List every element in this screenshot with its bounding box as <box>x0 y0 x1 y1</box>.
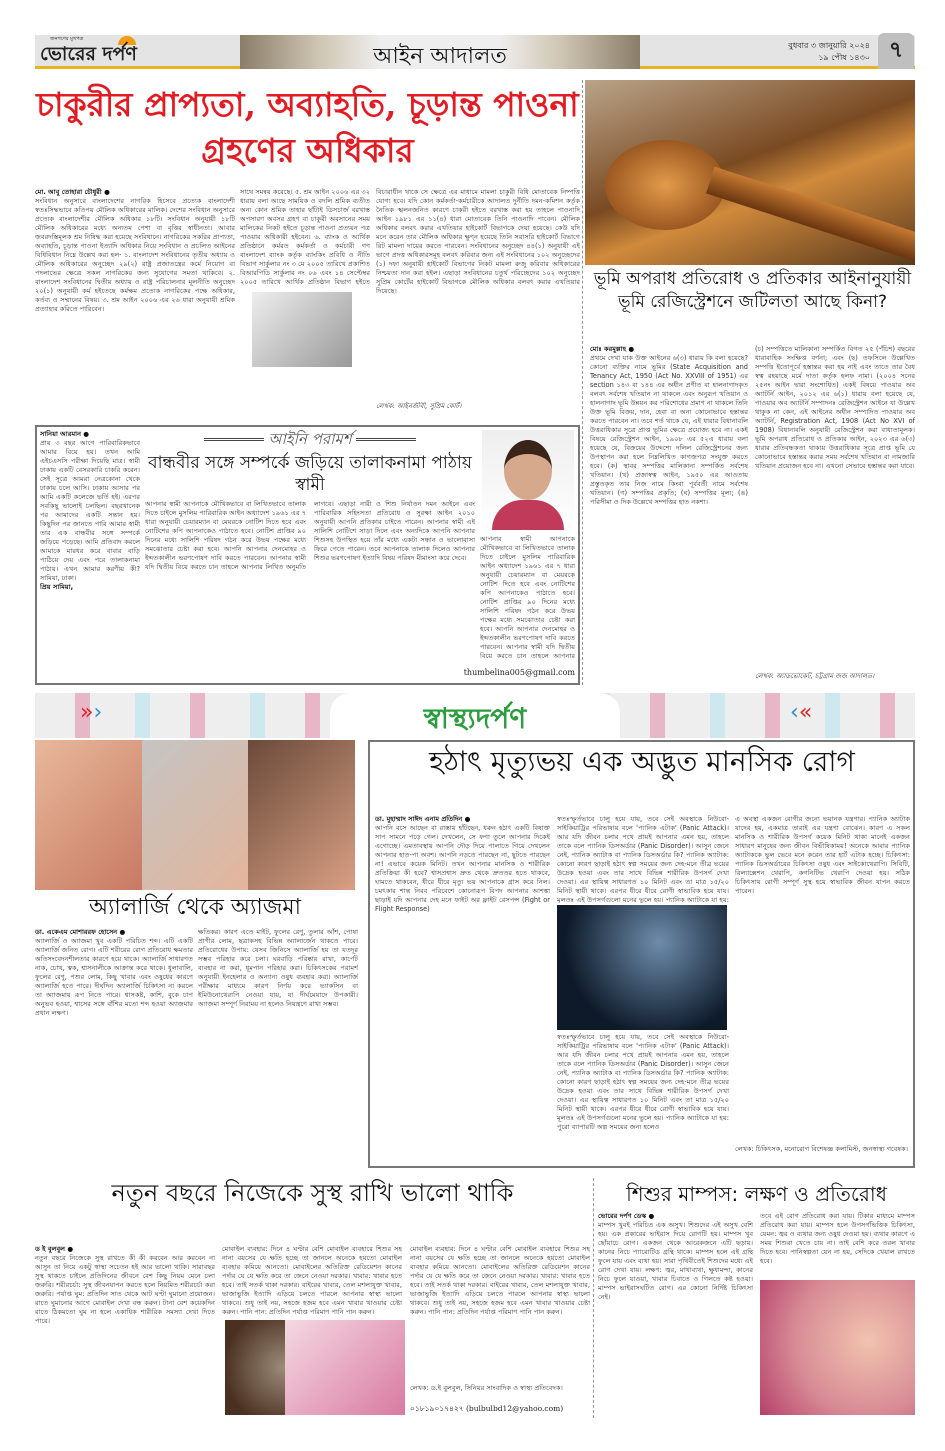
article-body: নতুন বছরে নিজেকে সুস্থ রাখতে কী কী করবেন আর করবেন না আসুন তা নিয়ে একটু স্বাস্থ্য সচেতন হই আর ভালো থাকি। সারাবছর সুস্থ থাকতে চাইলে প্রতিদিনের জীবনে বেশ কিছু নিয়ম মেনে চলা জরুরি। শরীরচর্চা: সুস্থ জীবনযাপন করতে হলে নিয়মিত শরীরচর্চা করা জরুরি। পর্যাপ্ত ঘুম: প্রতিদিন সাত থেকে আট ঘণ্টা ঘুমানো প্রয়োজন। রাতে ঘুমানোর আগে মোবাইল দেখা বন্ধ করুন। টানা বেশ কয়েকদিন রাতে ঠিকমতো ঘুম না হলে একাধিক শারীরিক সমস্যা দেখা দিতে পারে। <box>35 1254 215 1325</box>
answer-text-cont: আপনার স্বামী আপনাকে মৌখিকভাবে বা লিখিতভাবে তালাক দিতে চাইলে মুসলিম পারিবারিক আইন অধ্যাদেশ ১৯৬১ এর ৭ ধারা অনুযায়ী চেয়ারম্যান বা মেয়রকে নোটিশ দিতে হবে এবং নোটিশের কপি আপনাকেও পাঠাতে হবে। নোটিশ প্রাপ্তির ৯০ দিনের মধ্যে সালিশি পরিষদ গঠন করে উভয় পক্ষের মধ্যে সমঝোতার চেষ্টা করা হবে। আপনি আপনার দেনমোহর ও ইদ্দতকালীন ভরণপোষণ দাবি করতে পারবেন। আপনার স্বামী যদি দ্বিতীয় বিয়ে করতে চান তাহলে আপনার <box>480 535 575 660</box>
article-body: ক্ষতিকর। কারণ এতে মাইট, ফুলের রেণু, তুলার আঁশ, পোষা প্রাণীর লোম, ছত্রাকসহ বিভিন্ন অ্যালার্জেন থাকতে পারে। প্রতিরোধের উপায়: যেসব জিনিসে অ্যালার্জি হয় তা যতদূর সম্ভব পরিহার করে চলা। ঘরবাড়ি পরিষ্কার রাখা, কার্পেট ব্যবহার না করা, ধূমপান পরিহার করা। চিকিৎসকের পরামর্শ অনুযায়ী ইনহেলার ও অন্যান্য ওষুধ ব্যবহার করা। অ্যালার্জি পরীক্ষার মাধ্যমে কারণ নির্ণয় করে ভ্যাকসিন বা ইমিউনোথেরাপি নেওয়া যায়, যা দীর্ঘমেয়াদে উপকারী। অ্যাজমা সম্পূর্ণ নিরাময় না হলেও নিয়ন্ত্রণে রাখা সম্ভব। <box>198 928 358 1008</box>
byline: ডা. মুহাম্মাদ সাঈদ এনাম প্রতিদিন ● <box>375 815 471 823</box>
article-body: সংবিধান অনুসারে বাংলাদেশের নাগরিক হিসেবে প্রত্যেক বাংলাদেশী স্বতঃসিদ্ধভাবে কতিপয় মৌলিক অধিকারের মালিক। দেশের সংবিধান অনুসারে প্রত্যেক বাংলাদেশীর মৌলিক অধিকার ১৮টি। সংবিধান অনুযায়ী ১৮টি মৌলিক অধিকারের মধ্যে অন্যতম পেশা বা বৃত্তির স্বাধীনতা। আবার জবরদস্তিমূলক শ্রম নিষিদ্ধ করা হয়েছে সংবিধানে। নাগরিকের সকরির প্রাপ্যতা, অব্যাহতি, চূড়ান্ত পাওনা ইত্যাদি অধিকার নিয়ে সংবিধান ও প্রচলিত আইনের বিধিবিধান নিম্নে উল্লেখ করা হল- ১. বাংলাদেশ সংবিধানের তৃতীয় অধ্যায় ও মৌলিক অধিকারের অনুচ্ছেদ ২৯(২) রাষ্ট্র প্রজাতন্ত্রের কর্মে নিয়োগ বা পদলাভের ক্ষেত্রে সকল নাগরিকের জন্য সুযোগের সমতা থাকিবে। ২. বাংলাদেশ সংবিধানের দ্বিতীয় অধ্যায় ও রাষ্ট্র পরিচালনার মূলনীতি অনুচ্ছেদ ২০(১) অনুযায়ী কর্ম হইতেছে কর্মক্ষম প্রত্যেক নাগরিকের পক্ষে অধিকার, কর্তব্য ও সম্মানের বিষয়। ৩. শ্রম আইন ২০০৬ এর ২৬ ধারা অনুযায়ী শ্রমিক প্রত্যাহার করিতে পারিবেন। <box>35 197 235 313</box>
health-section-title: স্বাস্থ্যদর্পণ <box>423 702 527 735</box>
article-headline: বান্ধবীর সঙ্গে সম্পর্কে জড়িয়ে তালাকনামা পাঠায় স্বামী <box>148 453 472 495</box>
answer-column <box>480 535 575 661</box>
throat-photo <box>142 740 249 890</box>
article-column <box>590 345 748 685</box>
article-column <box>198 928 358 1168</box>
page-number: ৭ <box>878 33 914 69</box>
article-body: (চ) সম্পত্তিতে মালিকানা সম্পর্কিত বিগত ২৫ (পঁচিশ) বছরের ধারাবাহিক সংক্ষিপ্ত বর্ণনা; এবং (ছ) তফসিলে উল্লেখিত সম্পত্তি ইতোপূর্বে হস্তান্তর করা হয় নাই এবং তাতে তার বৈধ স্বত্ব রহয়াছে মর্মে দাতা কর্তৃক হলফ নামা। (২০০৪ সনের ২৫নং আইন দ্বারা সংশোধিত) একই বিষয়ে পাওয়ার অব অ্যাটর্নি আইন, ২০১২ এর ৬(১) ধারায় বলা হয়েছে যে, পাওয়ার অব অ্যাটর্নি সম্পাদনঃ রেজিস্ট্রেশন আইনে যা উল্লেখ থাকুক না কেন, এই আইনের অধীন সম্পাদিত পাওয়ার অব অ্যাটর্নি, Registration Act, 1908 (Act No XVI of 1908) বিধানাবলি অনুযায়ী রেজিস্ট্রেশন করা বাধ্যতামূলক। ভূমি অপরাধ প্রতিরোধ ও প্রতিকার আইন, ২০২৩ এর ৬(৩) ধারার প্রতিবন্ধকতা থাকায় উত্তরাধিকার সূত্রে প্রাপ্ত ভূমি যে কোনোভাবে হস্তান্তর করার সময় সর্বশেষ খতিয়ান বা নামজারি খতিয়ান প্রয়োজন হবে না। এখনো সেভাবে হস্তান্তর করা যাবে। <box>755 345 915 470</box>
distressed-person-image <box>557 905 727 1030</box>
column-divider <box>593 1178 594 1418</box>
article-column <box>35 928 193 1168</box>
article-body: মোবাইল ব্যবহার: দিনে ৪ ঘণ্টার বেশি মোবাইল ব্যবহারে শিশুর সহ নানা বয়সের যে ক্ষতি হচ্ছে তা জানলে অনেকে হয়তো মোবাইল ব্যবহার কমিয়ে আনতো। মোবাইলের অতিরিক্ত রেডিয়েশন কানের পর্দার যে যে ক্ষতি করে তা জেনে নেওয়া দরকার। খাবার: খাবার হতে হবে। তাই সতর্ক থাকা দরকার। বাইরের খাবার, তেল মশলাযুক্ত খাবার, ভাজাভুজি ইত্যাদি এড়িয়ে চলতে পারলে আপনার স্বাস্থ্য ভালো থাকবে। শুধু তাই নয়, সহজে হজম হবে এমন খাবার খাওয়ার চেষ্টা করুন। পানি পান: প্রতিদিন পর্যাপ্ত পরিমাণ পানি পান করুন। <box>222 1245 402 1316</box>
skin-rash-photo <box>35 740 142 890</box>
article-column <box>35 188 235 413</box>
allergy-images <box>35 740 355 890</box>
article-body: স্বতঃস্ফূর্তভাবে চালু হয়ে যায়, তবে সেই অবস্থাকে নিউরো-সাইকিয়াট্রির পরিভাষায় বলে 'প্যানিক এটাক' (Panic Attack)। আর যদি জীবন চলার পথে প্রায়ই আপনার এমন হয়, তাহলে তাকে বলে প্যানিক ডিসঅর্ডার (Panic Disorder)। আসুন জেনে নেই, প্যানিক অ্যাটাক বা প্যানিক ডিসঅর্ডার কি? প্যানিক অ্যাটাক: কোনো কারণ ছাড়াই হঠাৎ স্বল্প সময়ের জন্য দেহ-মনে তীব্র ভয়ের উদ্রেক হওয়া এবং তার সাথে বিভিন্ন শারীরিক উপসর্গ দেখা দেওয়া। এর স্থায়িত্ব সাধারণত ১০ মিনিট এবং তা মাত্র ১৫/২০ মিনিট স্থায়ী থাকে। এরপর ধীরে ধীরে রোগী স্বাভাবিক হয়ে যায়। মূলতঃ এই উপসর্গগুলো মনের ভুলে হয়। প্যানিক অ্যাটাকে যা হয়: <box>557 815 729 903</box>
article-body: সাথে সমন্বয় করেছে। ৫. শ্রম আইন ২০০৬ এর ৩২ ধারায় বলা আছে সাময়িক ও বদলি শ্রমিক ব্যতীত অন্য কোন শ্রমিক তাহার ছাঁটাই ডিসচার্জ বরখাস্ত অপসারণ অবসর গ্রহণ বা চাকুরী অবসানের সময় মালিকের নিকট হইতে চূড়ান্ত পাওনা প্রত্যয়ন পত্র পাওয়ার অধিকারী হইবেন। ৬. ব্যাংক ও আর্থিক প্রতিষ্ঠানে কর্মরত কর্মকর্তা ও কর্মচারী গণ বাংলাদেশ ব্যাংক কর্তৃক ব্যাংকিং প্রবিধি ও নীতি বিভাগ সার্কুলার নং ৩ মে ২০০৫ তারিখে প্রকাশিত বিআরপিডি সার্কুলার নং ০৬ এবং ১৪ সেপ্টেম্বর ২০০৫ তারিখে আর্থিক প্রতিষ্ঠান বিভাগ হইতে <box>240 188 370 286</box>
article-body: বিচারাধীন থাকে সে ক্ষেত্রে এর মাধ্যমে মামলা চাকুরী বিধি মোতাবেক নিষ্পত্তি যোগ্য হবে। যদি কোন কর্মকর্তা-কর্মচারীকে আদালত দুর্নীতি দমন-কমিশন কর্তৃক নৈতিক স্খলনজনিত কারণে চাকরী হইতে বরখাস্ত করা হয় তাহলে পাওনাদি আইন ১৯৮১ এর ১১(৪) ধারা মোতাবেক তিনি পাওনাদি পাবেন। মৌলিক অধিকার বলবৎ করার এখতিয়ার হাইকোর্ট বিভাগকে দেয়া হয়েছে। কেউ যদি মনে করেন তার মৌলিক অধিকার ক্ষুণ্ন হয়েছে তিনি সরাসরি হাইকোর্ট বিভাগে রিট মামলা দায়ের করতে পারবেন। সংবিধানের অনুচ্ছেদ ৪৪(১) অনুযায়ী এই ভাগে প্রদত্ত অধিকারসমূহ বলবৎ করিবার জন্য এই সংবিধানের ১০২ অনুচ্ছেদের (১) দফা অনুযায়ী হাইকোর্ট বিভাগের নিকট মামলা রুজু করিবার অধিকারের নিশ্চয়তা দান করা হইল। এছাড়া সংবিধানের চতুর্থ পরিচ্ছেদের ১০২ অনুচ্ছেদ সুপ্রিম কোর্টের হাইকোর্ট বিভাগকে মৌলিক অধিকার বলবৎ করার এখতিয়ার দিয়েছে। <box>376 188 580 295</box>
newspaper-logo[interactable] <box>40 36 137 66</box>
byline: মোঃ করমুল্লাহ ● <box>590 345 635 353</box>
section-banner <box>240 35 640 69</box>
question-column <box>40 430 140 680</box>
scales-of-justice-image <box>252 292 352 367</box>
article-headline: হঠাৎ মৃত্যুভয় এক অদ্ভুত মানসিক রোগ <box>429 745 855 778</box>
date-bengali: ১৯ পৌষ ১৪৩০ <box>818 53 870 62</box>
article-column <box>755 345 915 670</box>
child-mumps-image <box>760 1280 915 1415</box>
article-body: প্রথমে দেখা যাক উক্ত আইনের ৬(৩) ধারায় কি বলা হয়েছে? কোনো ব্যক্তির নামে ভূমির (State Acquisition and Tenancy Act, 1950 (Act No. XXVIII of 1951) এর section ১৪৩ বা ১৪৪ এর অধীন প্রণীত বা হালনাগাদকৃত বলবৎ সর্বশেষ খতিয়ান না থাকলে এবং অনুরূপ খতিয়ান ও হালনাগাদ ভূমি উন্নয়ন কর পরিশোধের প্রমাণ না থাকলে তিনি উক্ত ভূমি বিক্রয়, দান, হেবা বা অন্য কোনোভাবে হস্তান্তর করতে পারবেন না। তবে শর্ত থাকে যে, এই ধারার বিধানাবলি উত্তরাধিকার সূত্রে প্রাপ্ত ভূমির ক্ষেত্রে প্রযোজ্য হবে না। একই বিষয়ে রেজিস্ট্রেশন আইন, ১৯০৮ এর ৫২এ ধারায় বলা হয়েছে যে, বিক্রয়ের উদ্দেশ্যে দলিল রেজিস্ট্রেশনের জন্য উপস্থাপন করা হলে নিম্নলিখিত কাগজপত্র সংযুক্ত করতে হবে। (ক) স্থাবর সম্পত্তির মালিকানা সম্পর্কিত সর্বশেষ খতিয়ান। (খ) প্রজাস্বত্ব আইন, ১৯৫০ এর আওতায় প্রস্তুতকৃত তার নিজ নামে কিংবা পূর্ববর্তী নামে সর্বশেষ খতিয়ান। (গ) সম্পত্তির প্রকৃতি; (ঘ) সম্পত্তির মূল্য; (ঙ) পরিসীমা ও দিক উল্লেখে সম্পত্তির হাত নকশা। <box>590 354 748 506</box>
author-note: লেখক: অ্যাডভোকেট, চট্টগ্রাম জজ আদালত। <box>755 672 875 680</box>
article-column <box>240 188 370 287</box>
article-column <box>760 1212 915 1277</box>
article-body: মাম্পস খুবই পরিচিত এক অসুখ। শিশুদের এই অসুখ বেশি হয়। এক প্রকারের ভাইরাস দিয়ে রোগটি হয়। মাম্পস খুব ছোঁয়াচে রোগ। একজন থেকে আরেকজনে এটি ছড়ায়। কানের নিচে প্যারোটিড গ্রন্থি থাকে। মাম্পস হলে এই গ্রন্থি ফুলে যায় এবং ব্যথা হয়। সারা পৃথিবীতেই শিশুদের মধ্যে এই রোগ দেখা যায়। লক্ষণ: জ্বর, মাথাব্যথা, ক্ষুধামন্দা, কানের নিচে ফুলে যাওয়া, খাবার চিবাতে ও গিলতে কষ্ট হওয়া। মাম্পস ভাইরাসঘটিত রোগ। এর কোনো নির্দিষ্ট চিকিৎসা নেই। <box>598 1221 753 1301</box>
article-headline: চাকুরীর প্রাপ্যতা, অব্যাহতি, চূড়ান্ত পাওনা গ্রহণের অধিকার <box>36 85 579 170</box>
byline: সানিয়া আরমান ● <box>40 430 90 438</box>
article-body-cont: মোবাইল ব্যবহার: দিনে ৪ ঘণ্টার বেশি মোবাইল ব্যবহারে শিশুর সহ নানা বয়সের যে ক্ষতি হচ্ছে তা জানলে অনেকে হয়তো মোবাইল ব্যবহার কমিয়ে আনতো। মোবাইলের অতিরিক্ত রেডিয়েশন কানের পর্দার যে যে ক্ষতি করে তা জেনে নেওয়া দরকার। খাবার: খাবার হতে হবে। তাই সতর্ক থাকা দরকার। বাইরের খাবার, তেল মশলাযুক্ত খাবার, ভাজাভুজি ইত্যাদি এড়িয়ে চলতে পারলে আপনার স্বাস্থ্য ভালো থাকবে। শুধু তাই নয়, সহজে হজম হবে এমন খাবার খাওয়ার চেষ্টা করুন। পানি পান: প্রতিদিন পর্যাপ্ত পরিমাণ পানি পান করুন। <box>410 1245 590 1316</box>
byline: ভোরের দর্পণ ডেস্ক ● <box>598 1212 655 1220</box>
answer-label: প্রিয় সামিয়া, <box>40 583 74 591</box>
answer-column <box>145 500 475 665</box>
article-body: এ অবস্থা একজন রোগীর জন্যে ভয়ানক যন্ত্রণার। প্যানিক অ্যাটাক যাদের হয়, একমাত্র তারাই এর যন্ত্রণা বোঝেন। কারণ এ সকল মানসিক ও শারীরিক উপসর্গ কয়েক মিনিট থাকা মানেই একজন সাধারণ মানুষের জন্য জীবন বিভীষিকাময়! অনেকে আবার প্যানিক অ্যাটাককে ভুল ভেবে মনে করেন তার হার্ট এটাক হচ্ছে। চিকিৎসা: প্যানিক ডিসঅর্ডারের চিকিৎসা ওষুধ এবং সাইকোথেরাপি। সিবিটি, রিল্যাক্সেশন থেরাপি, কগনিটিভ থেরাপি দেওয়া হয়। সঠিক চিকিৎসায় রোগী সম্পূর্ণ সুস্থ হয়ে স্বাভাবিক জীবন যাপন করতে পারেন। <box>735 815 910 895</box>
article-column <box>375 815 550 1160</box>
article-body: আপনি বসে আছেন বা রাস্তায় হাঁটছেন, ধরুন হঠাৎ একটি বিষাক্ত সাপ সামনে পড়ে গেল। দেখলেন, সে ফণা তুলে আপনার দিকেই এগোচ্ছে। এমতাবস্থায় আপনি দৌড় দিয়ে পালাতে গিয়ে দেখলেন আপনার হাত-পা অবশ। আপনি নড়তে পারছেন না, ছুটতে পারছেন না! এভাবে কয়েক মিনিট। তখন আপনার মানসিক ও শারীরিক প্রতিক্রিয়া কী হবে? শ্বাসপ্রশ্বাস দ্রুত থেকে দ্রুততর হতে থাকবে, ঘামতে থাকবেন, ধীরে ধীরে মৃত্যু ভয় আপনাকে গ্রাস করে নিল। চমৎকার শান্ত নিরব পরিবেশে কোনোরূপ বিপদ আপনার আশঙ্কা ছাড়াই যদি আপনার দেহ মনে ফাইট অর ফ্লাইট রেসপন্স (Fight or Flight Response) <box>375 824 550 913</box>
article-column <box>35 1245 215 1410</box>
contact-info: ০১৮১৯০১৭৪২৭ (bulbulbd12@yahoo.com) <box>410 1404 564 1413</box>
article-headline: শিশুর মাম্পস: লক্ষণ ও প্রতিরোধ <box>626 1182 887 1206</box>
question-text: প্রায় ৩ বছর আগে পারিবারিকভাবে আমার বিয়ে হয়। তখন আমি এইচএসসি পরীক্ষা দিয়েছি মাত্র। স্বামী ঢাকায় একটি বেসরকারি চাকরি করেন। সেই সূত্রে আমরা নেত্রকোনা থেকে ঢাকায় চলে আসি। ঢাকায় আসার পর আমি একটি কলেজে ভর্তি হই। এরপর সবকিছু ভালোই চলছিল। বছরখানেক পর আমাদের একটি সন্তান হয়। কিছুদিন পর জানতে পারি আমার স্বামী তার এক বান্ধবীর সঙ্গে সম্পর্কে জড়িয়ে পড়েছে। আমি প্রতিবাদ করলে আমাকে মারধর করে বাবার বাড়ি পাঠিয়ে দেয় এবং পরে তালাকনামা পাঠায়। এখন আমার করণীয় কী? সামিয়া, ঢাকা। <box>40 439 140 582</box>
contact-email[interactable]: thumbelina005@gmail.com <box>463 668 575 677</box>
gavel-image <box>585 80 915 265</box>
section-label-text: আইনি পরামর্শ <box>268 430 352 448</box>
author-photo <box>482 430 574 530</box>
article-headline: ভূমি অপরাধ প্রতিরোধ ও প্রতিকার আইনানুযায়ী ভূমি রেজিস্ট্রেশনে জটিলতা আছে কিনা? <box>593 269 912 312</box>
logo-text: ভোরের দর্পণ <box>40 43 137 65</box>
article-column <box>557 1033 729 1159</box>
article-column <box>376 188 580 400</box>
date-gregorian: বুধবার ৩ জানুয়ারি ২০২৪ <box>788 41 870 50</box>
sneezing-photo <box>248 740 355 890</box>
chevron-left-icon: ‹« <box>790 700 813 725</box>
answer-text: আপনার স্বামী আপনাকে মৌখিকভাবে বা লিখিতভাবে তালাক দিতে চাইলে মুসলিম পারিবারিক আইন অধ্যাদেশ ১৯৬১ এর ৭ ধারা অনুযায়ী চেয়ারম্যান বা মেয়রকে নোটিশ দিতে হবে এবং নোটিশের কপি আপনাকেও পাঠাতে হবে। নোটিশ প্রাপ্তির ৯০ দিনের মধ্যে সালিশি পরিষদ গঠন করে উভয় পক্ষের মধ্যে সমঝোতার চেষ্টা করা হবে। আপনি আপনার দেনমোহর ও ইদ্দতকালীন ভরণপোষণ দাবি করতে পারবেন। আপনার স্বামী যদি দ্বিতীয় বিয়ে করতে চান তাহলে আপনার লিখিত অনুমতি লাগবে। এছাড়া নারী ও শিশু নির্যাতন দমন আইনে এবং পারিবারিক সহিংসতা প্রতিরোধ ও সুরক্ষা আইন ২০১০ অনুযায়ী আপনি প্রতিকার চাইতে পারেন। আপনার স্বামী এই সালিশি নোটিশে সাড়া দিলে এবং অন্যদিকে আপনি আপনার শিশুসহ উপস্থিত হয়ে তাঁর মধ্যে একটা সন্ধান ও ভালোবাসা ফিরে পেতে পারেন। তবে আপনাকে তালাক দিলেও আপনার শিশুর ভরণপোষণ ইত্যাদি বিষয় পরিষদ মীমাংসা করে দেবে। <box>145 500 475 571</box>
article-body: অ্যালার্জি ও অ্যাজমা খুব একটি পরিচিত শব্দ। এটি একটি অ্যালার্জি জনিত রোগ। এটি শরীরের রোগ প্রতিরোধ ক্ষমতার অতিসংবেদনশীলতার কারণে হয়ে থাকে। অ্যালার্জি সাধারণত নাক, চোখ, ত্বক, শ্বাসনালীকে আক্রান্ত করে থাকে। ধুলাবালি, ফুলের রেণু, পশুর লোম, কিছু খাবার এবং ওষুধের কারণে অ্যালার্জি হতে পারে। দীর্ঘদিন অ্যালার্জি চিকিৎসা না করলে তা অ্যাজমায় রূপ নিতে পারে। শ্বাসকষ্ট, কাশি, বুকে চাপ অনুভব হওয়া, শ্বাসের সঙ্গে বাঁশির মতো শব্দ হওয়া অ্যাজমার প্রধান লক্ষণ। <box>35 937 193 1017</box>
article-body-cont: স্বতঃস্ফূর্তভাবে চালু হয়ে যায়, তবে সেই অবস্থাকে নিউরো-সাইকিয়াট্রির পরিভাষায় বলে 'প্যানিক এটাক' (Panic Attack)। আর যদি জীবন চলার পথে প্রায়ই আপনার এমন হয়, তাহলে তাকে বলে প্যানিক ডিসঅর্ডার (Panic Disorder)। আসুন জেনে নেই, প্যানিক অ্যাটাক বা প্যানিক ডিসঅর্ডার কি? প্যানিক অ্যাটাক: কোনো কারণ ছাড়াই হঠাৎ স্বল্প সময়ের জন্য দেহ-মনে তীব্র ভয়ের উদ্রেক হওয়া এবং তার সাথে বিভিন্ন শারীরিক উপসর্গ দেখা দেওয়া। এর স্থায়িত্ব সাধারণত ১০ মিনিট এবং তা মাত্র ১৫/২০ মিনিট স্থায়ী থাকে। এরপর ধীরে ধীরে রোগী স্বাভাবিক হয়ে যায়। মূলতঃ এই উপসর্গগুলো মনের ভুলে হয়। প্যানিক অ্যাটাকে যা হয়: পুরো ব্যাপারটি অল্প সময়ের জন্য হলেও <box>557 1033 729 1131</box>
article-headline: নতুন বছরে নিজেকে সুস্থ রাখি ভালো থাকি <box>111 1179 514 1207</box>
section-title: আইন আদালত <box>373 44 507 69</box>
author-note: লেখক: আইনজীবী, সুপ্রিম কোর্ট। <box>376 402 462 410</box>
article-column <box>222 1245 402 1317</box>
article-column <box>557 815 729 903</box>
logo-tagline: জনগণের মুখপত্র <box>50 36 84 42</box>
article-column <box>410 1245 590 1380</box>
column-divider <box>582 80 583 685</box>
author-note: লেখক: চিকিৎসক, মনোরোগ বিশেষজ্ঞ কলামিস্ট, জনস্বাস্থ্য গবেষক। <box>735 1145 908 1153</box>
article-column <box>598 1212 753 1417</box>
byline: ডা. একেএম মোশাররফ হোসেন ● <box>35 928 126 936</box>
chevron-right-icon: »› <box>80 700 103 725</box>
article-column <box>735 815 910 1139</box>
author-note: লেখক: ড.ই বুলবুল, সিনিয়র সাংবাদিক ও স্বাস্থ্য প্রতিবেদক। <box>410 1384 563 1392</box>
section-label <box>150 430 470 448</box>
article-body: তবে এই রোগ প্রতিরোধ করা যায়। টিকার মাধ্যমে মাম্পস প্রতিরোধ করা যায়। মাম্পস হলে উপসর্গভিত্তিক চিকিৎসা, যেমন: জ্বর ও ব্যথার জন্য ওষুধ দেওয়া হয়। ব্যথার কারণে এ সময় শিশুরা খেতে চায় না। তাই বেশি করে তরল খাবার দিতে হবে। পানিস্বল্পতা যেন না হয়, সেদিকে খেয়াল রাখতে হবে। <box>760 1212 915 1265</box>
byline: ড ই বুলবুল ● <box>35 1245 74 1253</box>
byline: মো. আবু তোহারা চৌধুরী ● <box>35 188 110 196</box>
issue-date <box>700 40 870 64</box>
article-headline: অ্যালার্জি থেকে অ্যাজমা <box>88 895 302 920</box>
yoga-mat-image <box>285 1320 405 1415</box>
